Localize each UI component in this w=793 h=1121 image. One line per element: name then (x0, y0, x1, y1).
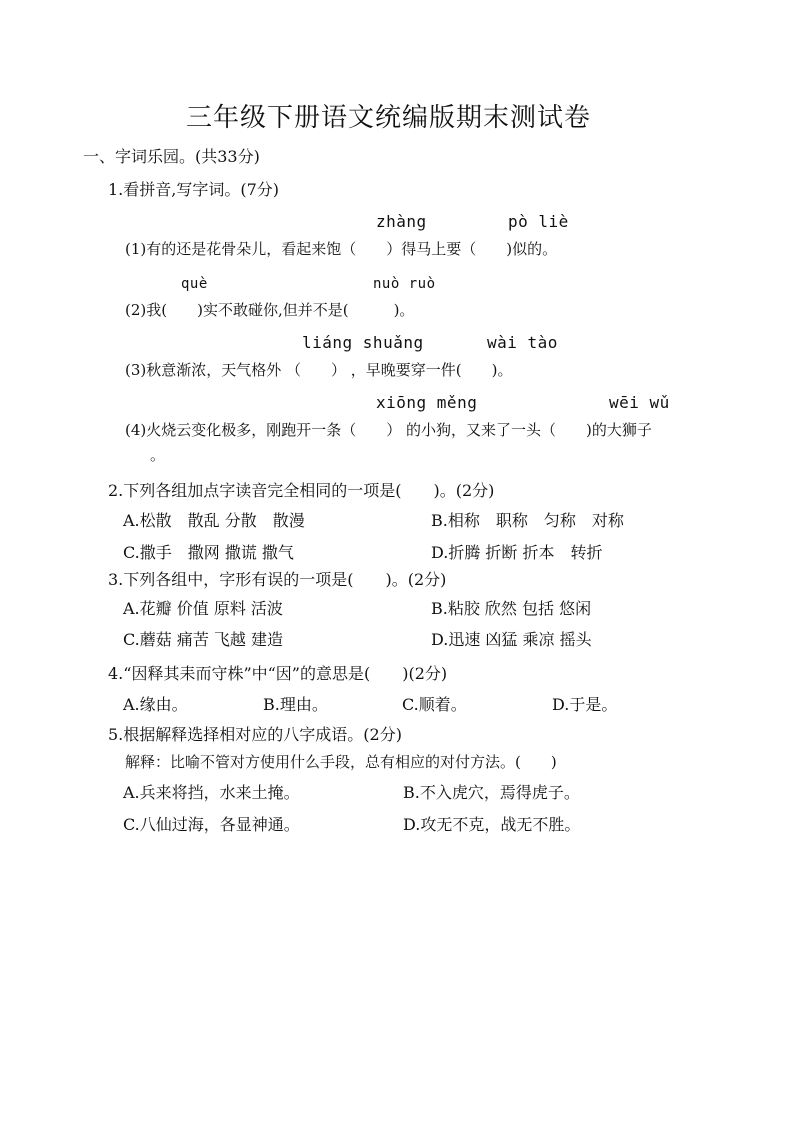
q1-3-text: (3)秋意渐浓，天气格外 （ ） ，早晚要穿一件( )。 (125, 361, 513, 379)
q1-1-pinyin-b: pò liè (508, 212, 569, 231)
q4-option-c: C.顺着。 (402, 695, 467, 714)
q1-4-tail: 。 (150, 446, 166, 464)
question-1-heading: 1.看拼音,写字词。(7分) (108, 180, 280, 199)
q5-explanation: 解释：比喻不管对方使用什么手段，总有相应的对付方法。( ) (125, 753, 557, 771)
q4-option-d: D.于是。 (552, 695, 618, 714)
q1-1-pinyin-a: zhàng (376, 212, 427, 231)
q5-option-c: C.八仙过海，各显神通。 (123, 815, 300, 834)
question-3-heading: 3.下列各组中，字形有误的一项是( )。(2分) (108, 570, 447, 589)
q1-2-pinyin-b: nuò ruò (373, 276, 436, 292)
q1-1-text: (1)有的还是花骨朵儿，看起来饱（ ）得马上要（ )似的。 (125, 240, 558, 258)
q1-2-pinyin-a: què (181, 276, 208, 292)
q5-option-b: B.不入虎穴，焉得虎子。 (403, 783, 580, 802)
q1-3-pinyin-a: liáng shuǎng (302, 333, 424, 352)
q3-option-a: A.花瓣 价值 原料 活波 (123, 599, 283, 618)
q1-2-text: (2)我( )实不敢碰你,但并不是( )。 (125, 301, 415, 319)
page-title: 三年级下册语文统编版期末测试卷 (186, 103, 592, 133)
q3-option-d: D.迅速 凶猛 乘凉 摇头 (431, 630, 592, 649)
question-4-heading: 4.“因释其耒而守株”中“因”的意思是( )(2分) (108, 664, 448, 683)
q1-3-pinyin-b: wài tào (487, 333, 558, 352)
q3-option-c: C.蘑菇 痛苦 飞越 建造 (123, 630, 284, 649)
q2-option-c: C.撒手 撒网 撒谎 撒气 (123, 543, 294, 562)
q1-4-pinyin-b: wēi wǔ (609, 393, 670, 412)
section-heading: 一、字词乐园。(共33分) (83, 147, 260, 166)
question-5-heading: 5.根据解释选择相对应的八字成语。(2分) (108, 725, 402, 744)
q2-option-d: D.折腾 折断 折本 转折 (431, 543, 603, 562)
q2-option-a: A.松散 散乱 分散 散漫 (123, 511, 305, 530)
q4-option-a: A.缘由。 (123, 695, 188, 714)
question-2-heading: 2.下列各组加点字读音完全相同的一项是( )。(2分) (108, 481, 495, 500)
q1-4-pinyin-a: xiōng měng (376, 393, 478, 412)
q2-option-b: B.相称 职称 匀称 对称 (431, 511, 624, 530)
q3-option-b: B.粘胶 欣然 包括 悠闲 (431, 599, 592, 618)
q4-option-b: B.理由。 (263, 695, 328, 714)
q1-4-text: (4)火烧云变化极多，刚跑开一条（ ） 的小狗，又来了一头（ )的大狮子 (125, 421, 652, 439)
q5-option-d: D.攻无不克，战无不胜。 (403, 815, 581, 834)
q5-option-a: A.兵来将挡，水来土掩。 (123, 783, 300, 802)
